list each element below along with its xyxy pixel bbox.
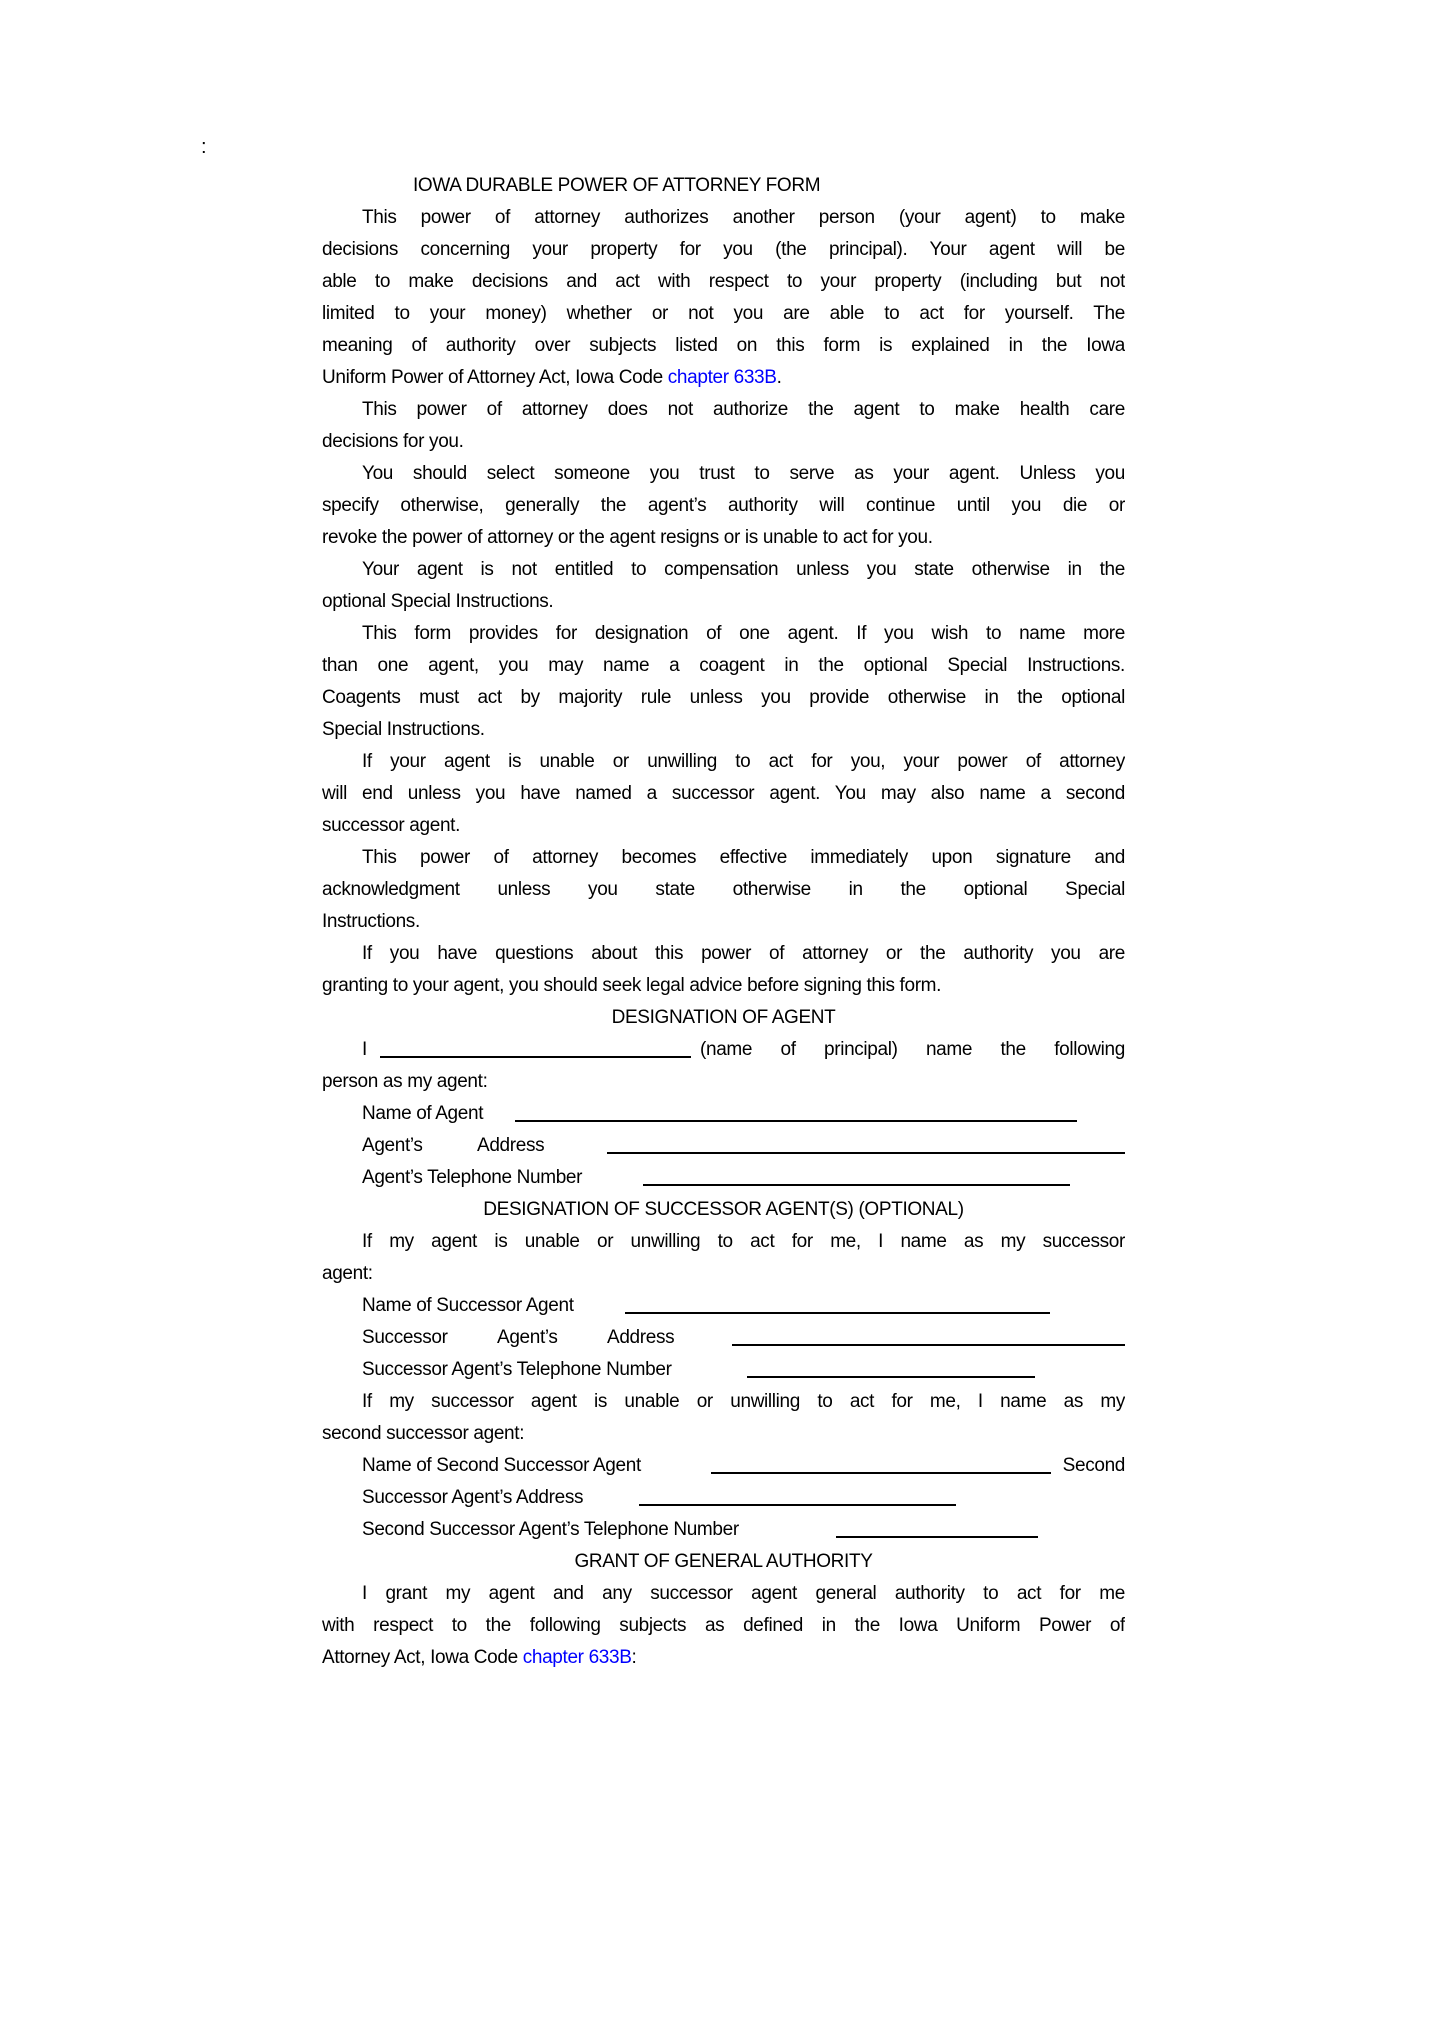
designation-heading: DESIGNATION OF AGENT [611,1007,836,1028]
intro-p1-line-4: limited to your money) whether or not you are able to act for yourself. The [322,303,1125,324]
grant-heading: GRANT OF GENERAL AUTHORITY [574,1551,873,1572]
second-successor-intro-line-2: second successor agent: [322,1423,525,1444]
agent-phone-row [362,1162,1125,1194]
intro-p2-line-2: decisions for you. [322,431,464,452]
second-successor-name-label: Name of Second Successor Agent [362,1455,641,1476]
successor-name-row [362,1290,1125,1322]
intro-p6-line-3: successor agent. [322,815,461,836]
successor-heading: DESIGNATION OF SUCCESSOR AGENT(S) (OPTIONAL) [483,1199,964,1220]
intro-p7-line-2: acknowledgment unless you state otherwise in the optional Special [322,879,1125,900]
agent-address-label-1: Agent’s [362,1135,423,1156]
grant-line-2: with respect to the following subjects as defined in the Iowa Uniform Power of [322,1615,1125,1636]
intro-p8-line-1: If you have questions about this power of attorney or the authority you are [362,943,1125,964]
second-successor-address-row [362,1482,1125,1514]
chapter-633b-link-grant[interactable]: chapter 633B [522,1647,632,1668]
principal-line-cont: person as my agent: [322,1071,488,1092]
successor-phone-label: Successor Agent’s Telephone Number [362,1359,672,1380]
intro-p4-line-2: optional Special Instructions. [322,591,554,612]
principal-prefix: I [362,1039,367,1060]
agent-name-row [362,1098,1125,1130]
second-successor-phone-row [362,1514,1125,1546]
second-successor-address-label: Successor Agent’s Address [362,1487,584,1508]
second-successor-phone-label: Second Successor Agent’s Telephone Number [362,1519,739,1540]
successor-phone-field[interactable] [747,1376,1035,1378]
intro-p1-line-2: decisions concerning your property for you (the principal). Your agent will be [322,239,1125,260]
intro-p1-line-1: This power of attorney authorizes another person (your agent) to make [362,207,1125,228]
agent-phone-label: Agent’s Telephone Number [362,1167,583,1188]
successor-phone-row [362,1354,1125,1386]
agent-name-label: Name of Agent [362,1103,484,1124]
intro-p1-line-6 [322,362,1125,394]
second-successor-name-row [362,1450,1125,1482]
intro-p5-line-1: This form provides for designation of one agent. If you wish to name more [362,623,1125,644]
successor-address-field[interactable] [732,1344,1125,1346]
agent-name-field[interactable] [515,1120,1077,1122]
successor-intro-line-2: agent: [322,1263,373,1284]
intro-p5-line-4: Special Instructions. [322,719,485,740]
intro-p2-line-1: This power of attorney does not authorize the agent to make health care [362,399,1125,420]
second-successor-intro-line-1: If my successor agent is unable or unwilling to act for me, I name as my [362,1391,1125,1412]
intro-p1-line-5: meaning of authority over subjects listed on this form is explained in the Iowa [322,335,1125,356]
intro-p5-line-2: than one agent, you may name a coagent in the optional Special Instructions. [322,655,1125,676]
successor-address-row [362,1322,1125,1354]
intro-p7-line-1: This power of attorney becomes effective immediately upon signature and [362,847,1125,868]
stray-colon-mark: : [201,136,207,158]
successor-address-label-1: Successor [362,1327,448,1348]
successor-intro-line-1: If my agent is unable or unwilling to act for me, I name as my successor [362,1231,1125,1252]
intro-p7-line-3: Instructions. [322,911,420,932]
intro-p6-line-2: will end unless you have named a successor agent. You may also name a second [322,783,1125,804]
successor-name-field[interactable] [625,1312,1050,1314]
agent-address-row [362,1130,1125,1162]
intro-p4-line-1: Your agent is not entitled to compensation unless you state otherwise in the [362,559,1125,580]
intro-p1-text: Uniform Power of Attorney Act, Iowa Code [322,367,668,388]
grant-text: Attorney Act, Iowa Code [322,1647,523,1668]
successor-name-label: Name of Successor Agent [362,1295,574,1316]
successor-address-label-2: Agent’s [497,1327,558,1348]
principal-name-field[interactable] [380,1056,691,1058]
grant-line-3 [322,1642,1125,1674]
agent-address-label-2: Address [477,1135,545,1156]
agent-phone-field[interactable] [643,1184,1070,1186]
second-successor-address-field[interactable] [639,1504,956,1506]
second-successor-phone-field[interactable] [836,1536,1038,1538]
grant-colon: : [631,1647,637,1668]
grant-line-1: I grant my agent and any successor agent general authority to act for me [362,1583,1125,1604]
intro-p3-line-3: revoke the power of attorney or the agent resigns or is unable to act for you. [322,527,933,548]
intro-p8-line-2: granting to your agent, you should seek legal advice before signing this form. [322,975,942,996]
principal-suffix: (name of principal) name the following [700,1039,1125,1060]
intro-p6-line-1: If your agent is unable or unwilling to act for you, your power of attorney [362,751,1125,772]
chapter-633b-link[interactable]: chapter 633B [667,367,777,388]
second-successor-name-trailing: Second [1062,1455,1125,1476]
agent-address-field[interactable] [607,1152,1125,1154]
intro-p1-period: . [776,367,782,388]
page-title: IOWA DURABLE POWER OF ATTORNEY FORM [413,175,821,196]
intro-p3-line-2: specify otherwise, generally the agent’s authority will continue until you die or [322,495,1125,516]
intro-p3-line-1: You should select someone you trust to serve as your agent. Unless you [362,463,1125,484]
successor-address-label-3: Address [607,1327,675,1348]
second-successor-name-field[interactable] [711,1472,1051,1474]
intro-p5-line-3: Coagents must act by majority rule unless you provide otherwise in the optional [322,687,1125,708]
principal-line [322,1034,1125,1066]
intro-p1-line-3: able to make decisions and act with respect to your property (including but not [322,271,1125,292]
